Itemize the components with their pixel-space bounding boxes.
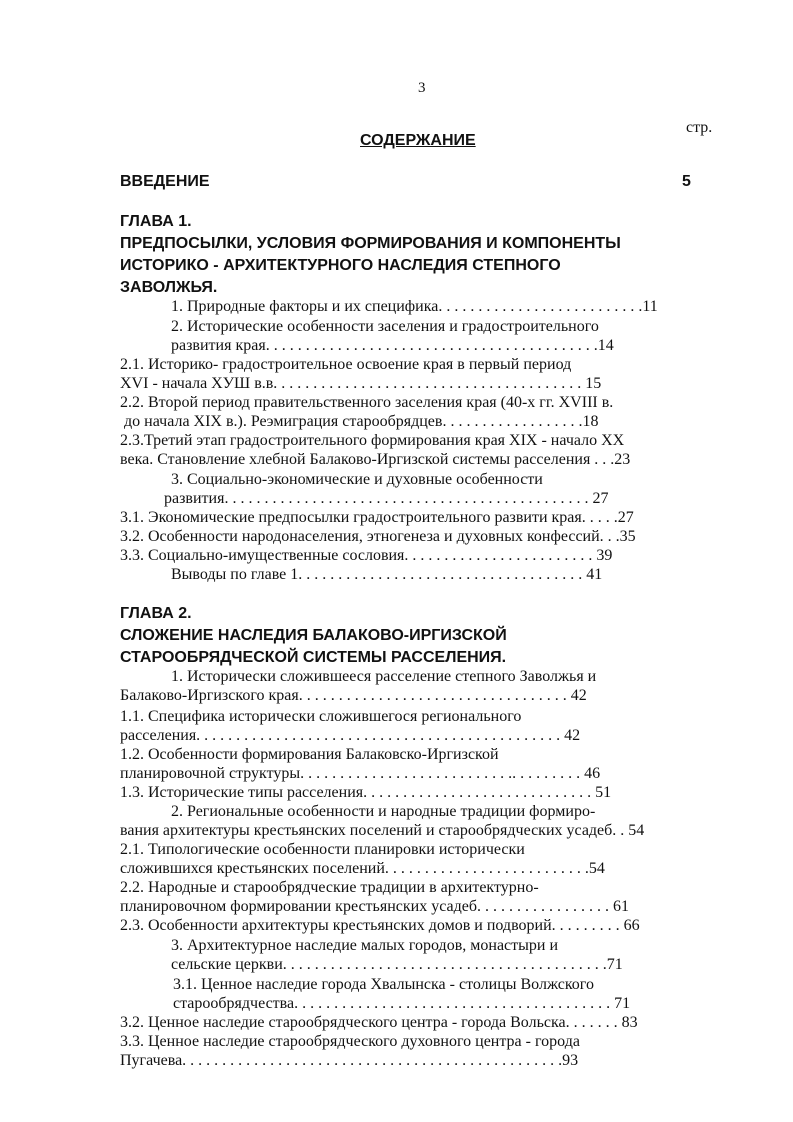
page-title: СОДЕРЖАНИЕ	[360, 132, 476, 149]
toc-line: Пугачева. . . . . . . . . . . . . . . . . . . . . . . . . . . . . . . . . . . . . . . . . . . . . . . .93	[120, 1052, 579, 1069]
chapter-1-heading-line: ИСТОРИКО - АРХИТЕКТУРНОГО НАСЛЕДИЯ СТЕПНОГО	[120, 257, 561, 274]
toc-line: 2. Региональные особенности и народные традиции формиро-	[171, 803, 596, 820]
chapter-2-heading-line: ГЛАВА 2.	[120, 605, 192, 622]
toc-line: сельские церкви. . . . . . . . . . . . . . . . . . . . . . . . . . . . . . . . . . . . . . . . .71	[171, 956, 623, 973]
chapter-1-heading-line: ЗАВОЛЖЬЯ.	[120, 279, 218, 296]
toc-line: века. Становление хлебной Балаково-Иргизской системы расселения . . .23	[120, 451, 631, 468]
toc-line: 2.2. Народные и старообрядческие традиции в архитектурно-	[120, 879, 539, 896]
toc-line: расселения. . . . . . . . . . . . . . . . . . . . . . . . . . . . . . . . . . . . . . . . . . . . . . 42	[120, 727, 581, 744]
toc-line: 3.2. Особенности народонаселения, этногенеза и духовных конфессий. . .35	[120, 528, 636, 545]
toc-line: 3.1. Экономические предпосылки градостроительного развити края. . . . .27	[120, 509, 634, 526]
page-number: 3	[418, 80, 426, 96]
toc-line: планировочном формировании крестьянских усадеб. . . . . . . . . . . . . . . . . 61	[120, 898, 629, 915]
toc-line: 1.2. Особенности формирования Балаковско-Иргизской	[120, 746, 499, 763]
toc-line: XVI - начала ХУШ в.в. . . . . . . . . . . . . . . . . . . . . . . . . . . . . . . . . . . . . . . 15	[120, 375, 602, 392]
toc-line: до начала XIX в.). Реэмиграция старообрядцев. . . . . . . . . . . . . . . . . .18	[124, 413, 599, 430]
toc-line: 1. Природные факторы и их специфика. . . . . . . . . . . . . . . . . . . . . . . . . .11	[171, 298, 658, 315]
toc-line: 2.1. Типологические особенности планировки исторически	[120, 841, 525, 858]
toc-line: 1.3. Исторические типы расселения. . . . . . . . . . . . . . . . . . . . . . . . . . . . . 51	[120, 784, 612, 801]
toc-line: старообрядчества. . . . . . . . . . . . . . . . . . . . . . . . . . . . . . . . . . . . . . . . 71	[173, 995, 631, 1012]
toc-line: 3.3. Ценное наследие старообрядческого духовного центра - города	[120, 1033, 580, 1050]
toc-line: 2. Исторические особенности заселения и градостроительного	[171, 318, 599, 335]
toc-line: 2.1. Историко- градостроительное освоение края в первый период	[120, 356, 572, 373]
chapter-2-heading-line: СТАРООБРЯДЧЕСКОЙ СИСТЕМЫ РАССЕЛЕНИЯ.	[120, 649, 507, 666]
toc-line: вания архитектуры крестьянских поселений и старообрядческих усадеб. . 54	[120, 822, 645, 839]
introduction-page: 5	[682, 173, 691, 190]
chapter-2-heading-line: СЛОЖЕНИЕ НАСЛЕДИЯ БАЛАКОВО-ИРГИЗСКОЙ	[120, 627, 507, 644]
toc-line: планировочной структуры. . . . . . . . . . . . . . . . . . . . . . . . . . .. . . . . . . . . 46	[120, 765, 601, 782]
toc-line: 2.3.Третий этап градостроительного формирования края XIX - начало XX	[120, 432, 625, 449]
toc-line: 1. Исторически сложившееся расселение степного Заволжья и	[171, 668, 597, 685]
toc-line: 3.1. Ценное наследие города Хвалынска - столицы Волжского	[173, 976, 594, 993]
toc-line: 3.3. Социально-имущественные сословия. . . . . . . . . . . . . . . . . . . . . . . . 39	[120, 547, 613, 564]
chapter-1-heading-line: ПРЕДПОСЫЛКИ, УСЛОВИЯ ФОРМИРОВАНИЯ И КОМПОНЕНТЫ	[120, 235, 621, 252]
toc-line: развития края. . . . . . . . . . . . . . . . . . . . . . . . . . . . . . . . . . . . . . . . . .14	[171, 337, 614, 354]
toc-line: 1.1. Специфика исторически сложившегося регионального	[120, 708, 522, 725]
toc-line: Выводы по главе 1. . . . . . . . . . . . . . . . . . . . . . . . . . . . . . . . . . . . 41	[171, 566, 603, 583]
toc-line: сложившихся крестьянских поселений. . . . . . . . . . . . . . . . . . . . . . . . . .54	[120, 860, 605, 877]
toc-line: 3. Социально-экономические и духовные особенности	[171, 471, 543, 488]
pages-column-label: стр.	[686, 119, 713, 136]
toc-line: развития. . . . . . . . . . . . . . . . . . . . . . . . . . . . . . . . . . . . . . . . . . . . . . 27	[164, 490, 609, 507]
toc-line: Балаково-Иргизского края. . . . . . . . . . . . . . . . . . . . . . . . . . . . . . . . . . 42	[120, 687, 587, 704]
toc-line: 3. Архитектурное наследие малых городов, монастыри и	[171, 937, 559, 954]
introduction-label: ВВЕДЕНИЕ	[120, 173, 210, 190]
toc-line: 2.3. Особенности архитектуры крестьянских домов и подворий. . . . . . . . . 66	[120, 917, 640, 934]
toc-line: 2.2. Второй период правительственного заселения края (40-х гг. XVIII в.	[120, 394, 614, 411]
chapter-1-heading-line: ГЛАВА 1.	[120, 213, 192, 230]
toc-line: 3.2. Ценное наследие старообрядческого центра - города Вольска. . . . . . . 83	[120, 1014, 638, 1031]
